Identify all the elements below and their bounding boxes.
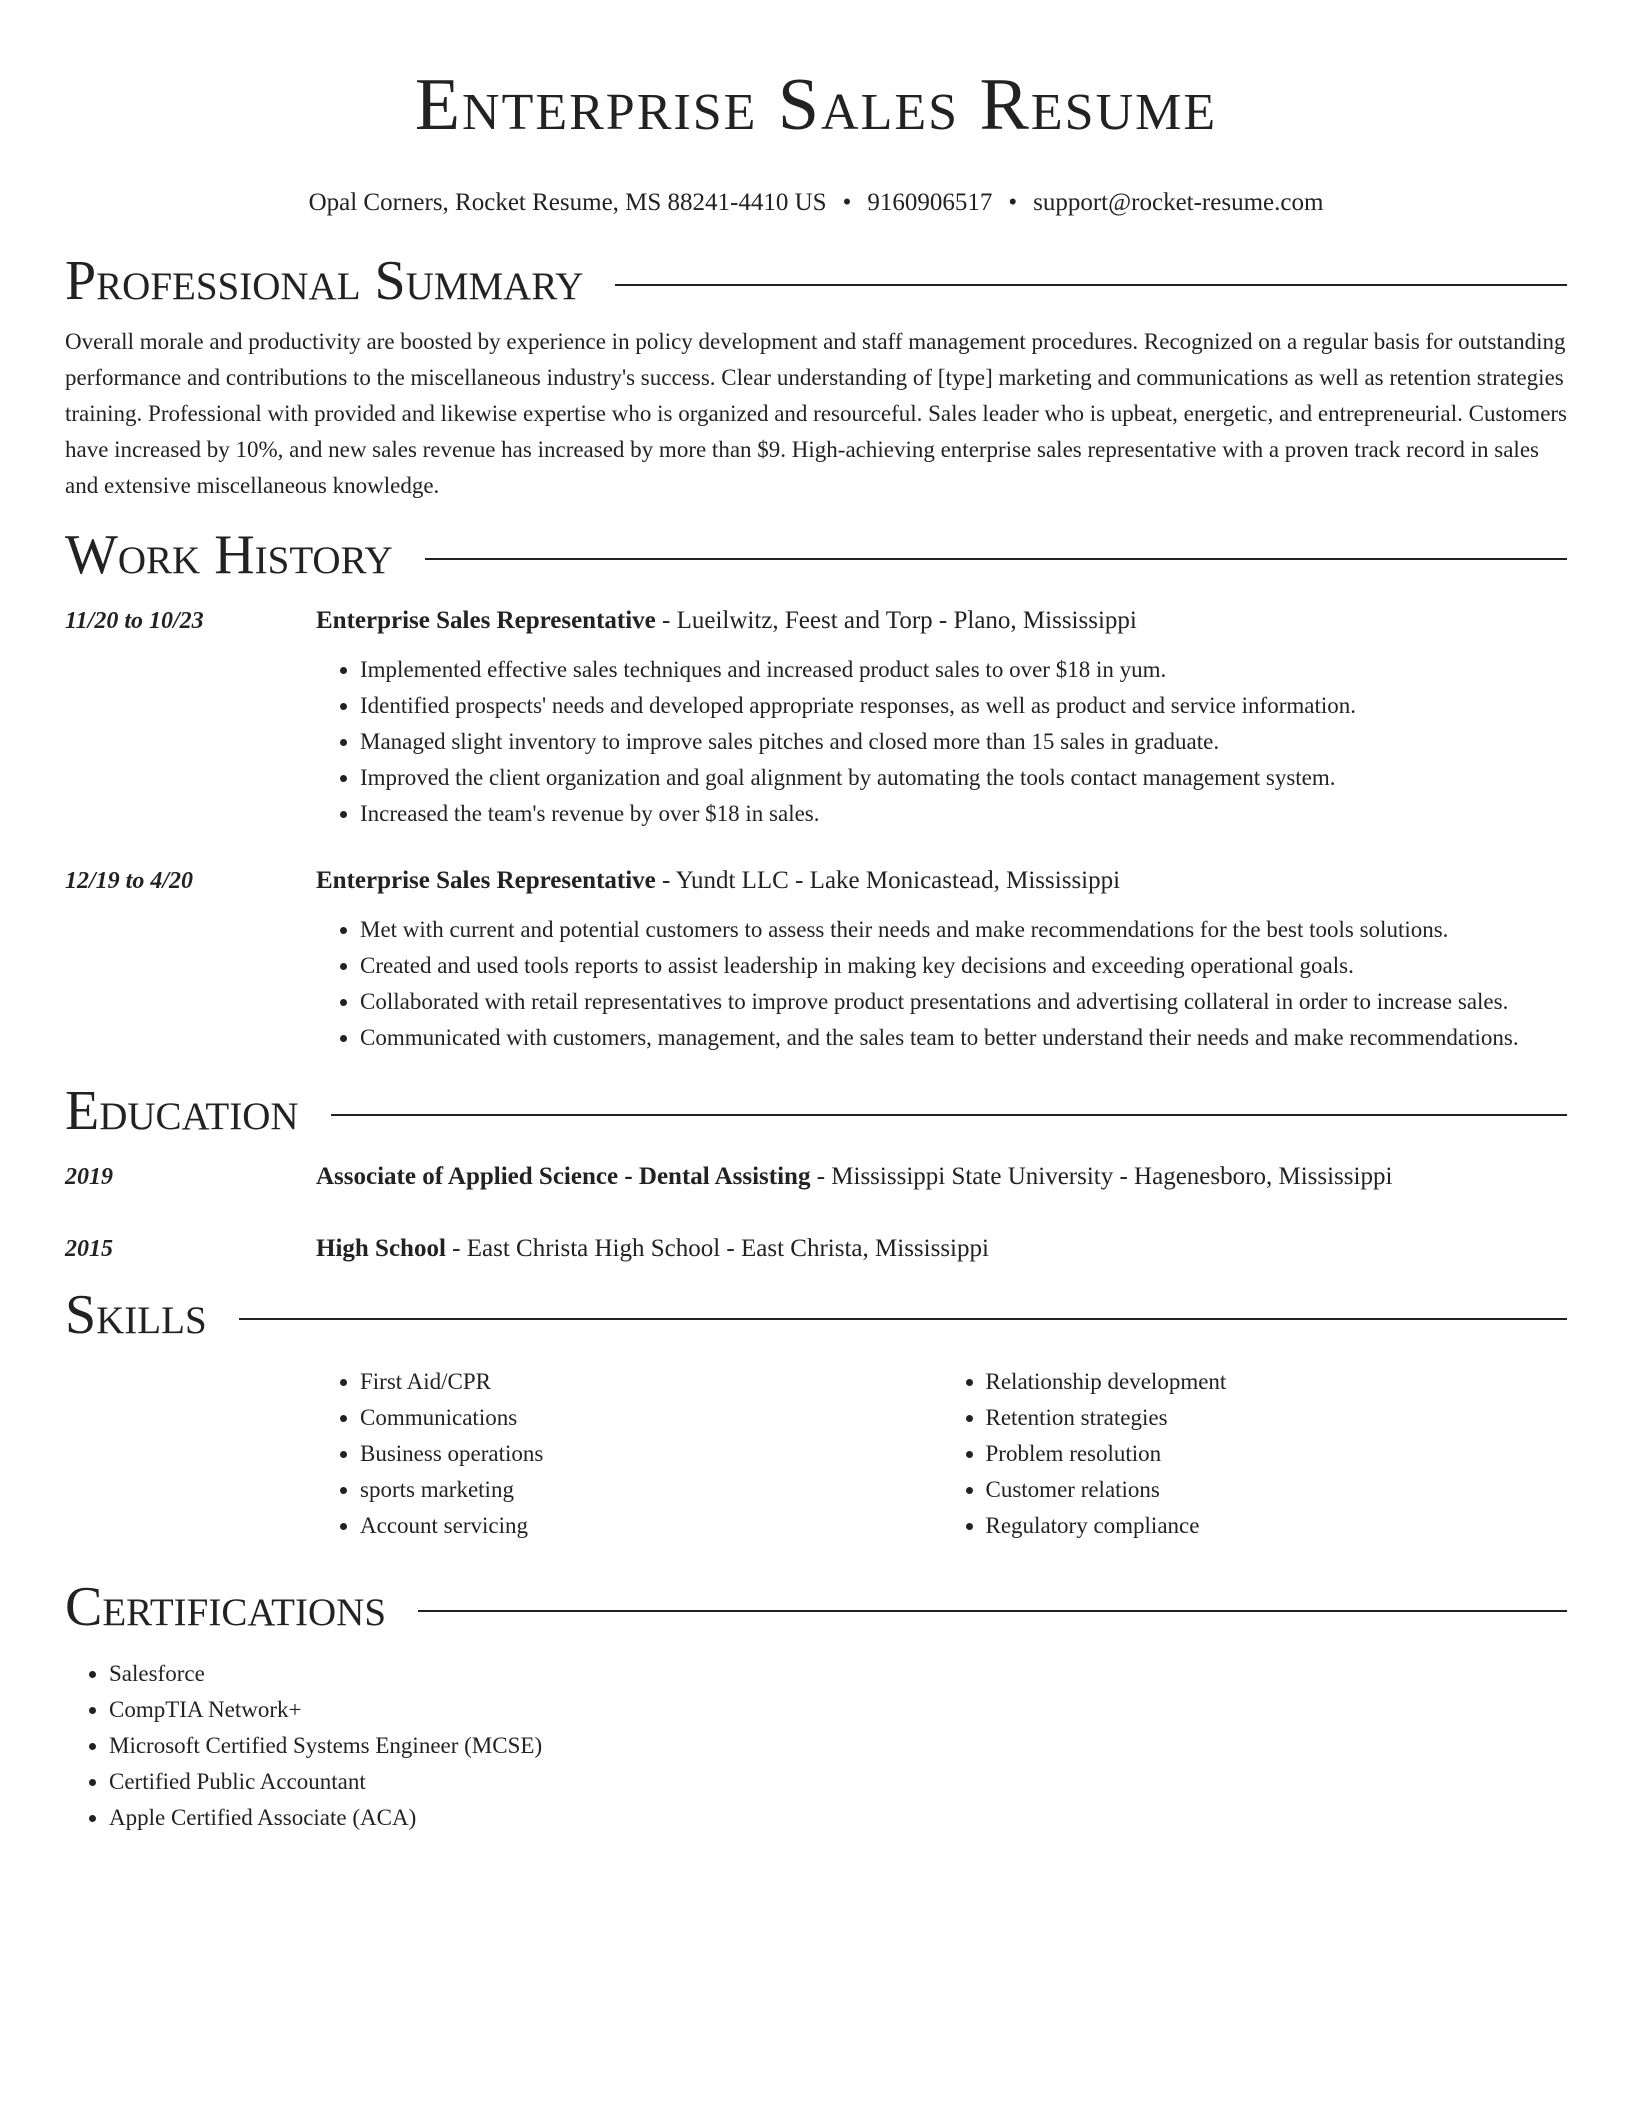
job-entry (65, 606, 1567, 832)
skill-item: • sports marketing (360, 1472, 942, 1508)
skill-item: • Communications (360, 1400, 942, 1436)
certifications-list (65, 1656, 1567, 1836)
job-bullet: • Improved the client organization and goal alignment by automating the tools contact management system. (360, 760, 1567, 796)
education-details: - East Christa High School - East Christa, Mississippi (445, 1235, 989, 1262)
skills-grid (316, 1364, 1567, 1544)
skills-list-right (942, 1364, 1568, 1544)
education-section-header (65, 1078, 1567, 1144)
education-heading (316, 1234, 1567, 1264)
job-bullet: • Met with current and potential customers to assess their needs and make recommendations for the best tools solutions. (360, 912, 1567, 948)
job-bullet: • Collaborated with retail representatives to improve product presentations and advertising collateral in order to increase sales. (360, 984, 1567, 1020)
job-bullet: • Implemented effective sales techniques and increased product sales to over $18 in yum. (360, 652, 1567, 688)
job-dates: 12/19 to 4/20 (65, 868, 194, 894)
certification-item: • CompTIA Network+ (109, 1692, 1567, 1728)
section-divider (425, 558, 1567, 560)
job-role: Enterprise Sales Representative (316, 867, 656, 894)
certifications-section-header (65, 1574, 1567, 1640)
contact-separator: • (842, 189, 852, 216)
job-details: - Yundt LLC - Lake Monicastead, Mississippi (655, 867, 1121, 894)
work-section-title: Work History (65, 524, 393, 586)
certification-item: • Salesforce (109, 1656, 1567, 1692)
skill-item: • Customer relations (986, 1472, 1568, 1508)
skills-section-header (65, 1282, 1567, 1348)
skill-item: • Relationship development (986, 1364, 1568, 1400)
section-divider (331, 1114, 1567, 1116)
education-degree: Associate of Applied Science - Dental Assisting (316, 1163, 811, 1190)
job-dates: 11/20 to 10/23 (65, 608, 204, 634)
education-heading (316, 1162, 1567, 1192)
skills-list-left (316, 1364, 942, 1544)
job-body (316, 866, 1567, 1056)
job-bullet: • Managed slight inventory to improve sales pitches and closed more than 15 sales in graduate. (360, 724, 1567, 760)
job-heading (316, 606, 1567, 636)
contact-phone: 9160906517 (867, 189, 993, 216)
skill-item: • Retention strategies (986, 1400, 1568, 1436)
summary-text: Overall morale and productivity are boosted by experience in policy development and staff management procedures. Recognized on a regular basis for outstanding performance and contributions to the miscellaneous industry's success. Clear understanding of [type] marketing and communications as well as retention strategies training. Professional with provided and likewise expertise who is organized and resourceful. Sales leader who is upbeat, energetic, and entrepreneurial. Customers have increased by 10%, and new sales revenue has increased by more than $9. High-achieving enterprise sales representative with a proven track record in sales and extensive miscellaneous knowledge. (65, 329, 1568, 498)
job-body (316, 606, 1567, 832)
job-role: Enterprise Sales Representative (316, 607, 656, 634)
skill-item: • Problem resolution (986, 1436, 1568, 1472)
job-heading (316, 866, 1567, 896)
skill-item: • Business operations (360, 1436, 942, 1472)
contact-address: Opal Corners, Rocket Resume, MS 88241-4410 US (308, 189, 827, 216)
section-divider (418, 1610, 1567, 1612)
job-bullet: • Communicated with customers, management, and the sales team to better understand their needs and make recommendations. (360, 1020, 1567, 1056)
contact-separator: • (1008, 189, 1018, 216)
contact-email: support@rocket-resume.com (1033, 189, 1324, 216)
section-divider (239, 1318, 1567, 1320)
job-bullet-list (316, 652, 1567, 832)
work-section-header (65, 522, 1567, 588)
education-degree: High School (316, 1235, 446, 1262)
education-year: 2015 (65, 1236, 113, 1262)
job-bullet-list (316, 912, 1567, 1056)
education-section-title: Education (65, 1080, 299, 1142)
job-bullet: • Created and used tools reports to assist leadership in making key decisions and exceeding operational goals. (360, 948, 1567, 984)
skill-item: • Account servicing (360, 1508, 942, 1544)
skill-item: • First Aid/CPR (360, 1364, 942, 1400)
job-details: - Lueilwitz, Feest and Torp - Plano, Mississippi (655, 607, 1137, 634)
section-divider (615, 284, 1567, 286)
education-entry (65, 1234, 1567, 1264)
skills-section-title: Skills (65, 1284, 207, 1346)
certification-item: • Apple Certified Associate (ACA) (109, 1800, 1567, 1836)
education-details: - Mississippi State University - Hagenesboro, Mississippi (810, 1163, 1393, 1190)
summary-section-header (65, 248, 1567, 314)
job-bullet: • Identified prospects' needs and developed appropriate responses, as well as product and service information. (360, 688, 1567, 724)
certification-item: • Certified Public Accountant (109, 1764, 1567, 1800)
resume-name: Enterprise Sales Resume (414, 64, 1218, 146)
certification-item: • Microsoft Certified Systems Engineer (MCSE) (109, 1728, 1567, 1764)
skill-item: • Regulatory compliance (986, 1508, 1568, 1544)
certifications-section-title: Certifications (65, 1576, 387, 1638)
job-entry (65, 866, 1567, 1056)
job-bullet: • Increased the team's revenue by over $18 in sales. (360, 796, 1567, 832)
contact-line (65, 188, 1567, 218)
education-year: 2019 (65, 1164, 113, 1190)
education-entry (65, 1162, 1567, 1192)
summary-section-title: Professional Summary (65, 250, 584, 312)
